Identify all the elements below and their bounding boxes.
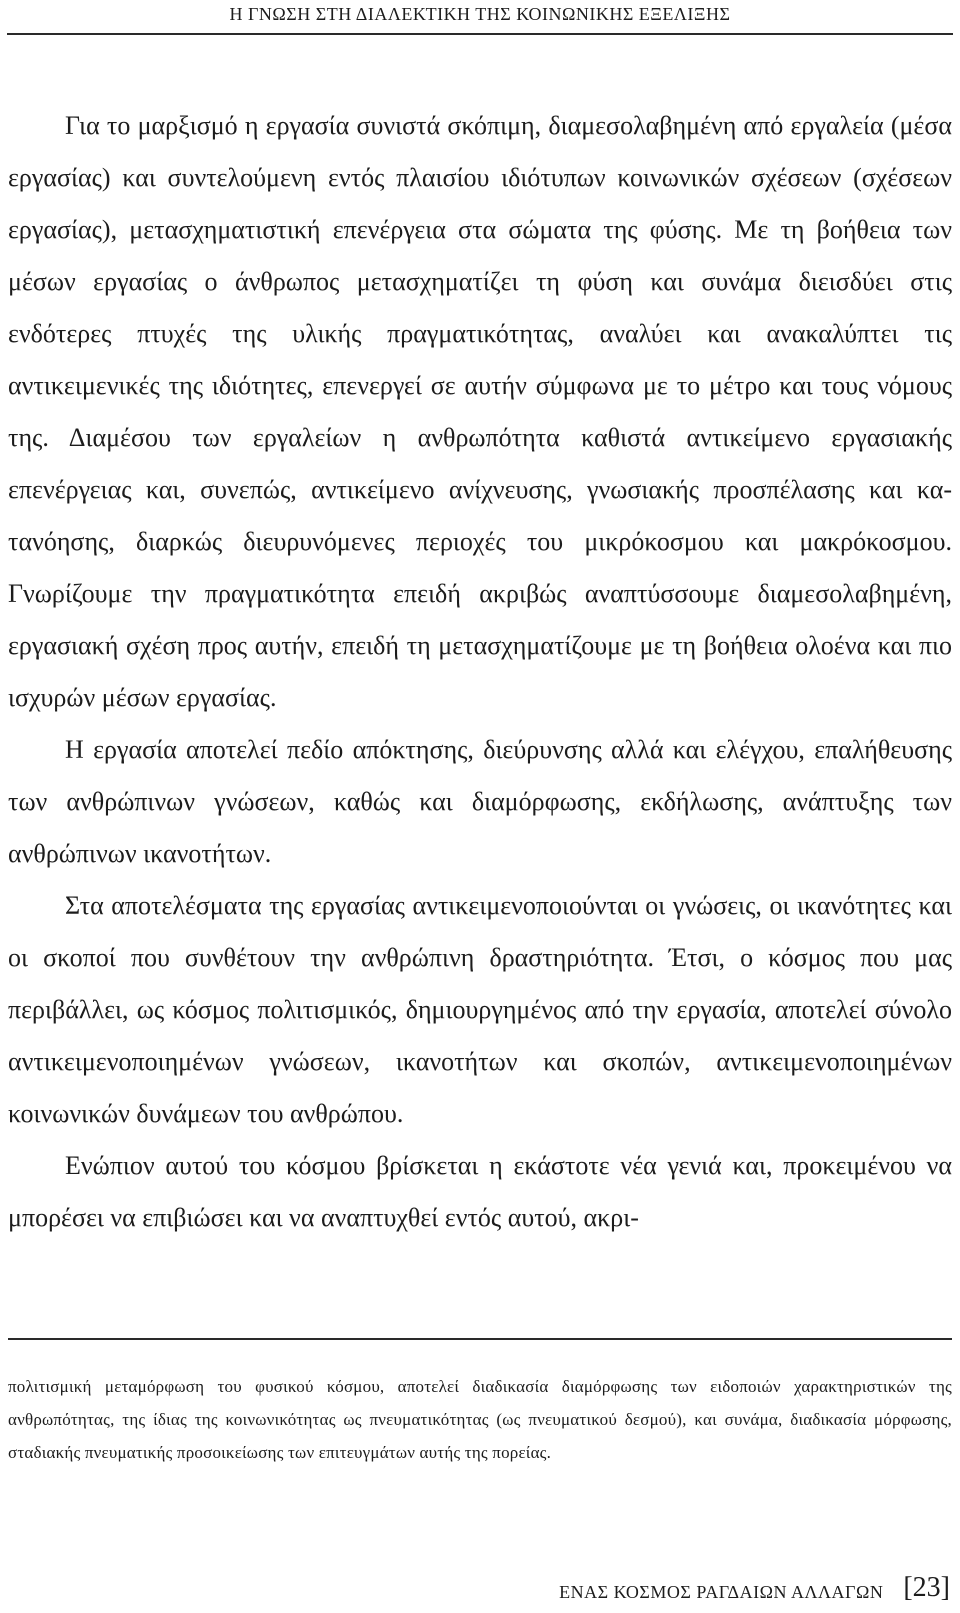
paragraph-1: Για το μαρξισμό η εργασία συνιστά σκόπιμη, διαμεσολαβημένη από εργαλεία (μέσα εργασίας) και συντελούμενη εντός πλαισίου ιδιότυπων κοινωνικών σχέσεων (σχέσεων εργασίας), μετασχηματιστική επενέργεια στα σώματα της φύσης. Με τη βοήθεια των μέσων εργασίας ο άνθρωπος μετασχηματίζει τη φύση και συνάμα διεισδύει στις ενδότερες πτυχές της υλικής πραγματικότητας, αναλύει και ανακαλύπτει τις αντικειμενικές της ιδιότητες, επενεργεί σε αυτήν σύμφωνα με το μέτρο και τους νόμους της. Διαμέσου των εργαλείων η ανθρωπότητα καθιστά αντικείμενο εργασιακής επενέργειας και, συνεπώς, αντικείμενο ανίχνευσης, γνωσιακής προσπέλασης και κατανόησης, διαρκώς διευρυνόμενες περιοχές του μικρόκοσμου και μακρόκοσμου. Γνωρίζουμε την πραγματικότητα επειδή ακριβώς αναπτύσσουμε διαμεσολαβημένη, εργασιακή σχέση προς αυτήν, επειδή τη μετασχηματίζουμε με τη βοήθεια ολοένα και πιο ισχυρών μέσων εργασίας.: [8, 111, 952, 712]
paragraph-2: Η εργασία αποτελεί πεδίο απόκτησης, διεύρυνσης αλλά και ελέγχου, επαλήθευσης των ανθρώπινων γνώσεων, καθώς και διαμόρφωσης, εκδήλωσης, ανάπτυξης των ανθρώπινων ικανοτήτων.: [8, 735, 952, 868]
page-number: [23]: [903, 1572, 950, 1603]
footnote-rule: [8, 1338, 952, 1340]
footnote-text: πολιτισμική μεταμόρφωση του φυσικού κόσμου, αποτελεί διαδικασία διαμόρφωσης των ειδοποιών χαρακτηριστικών της ανθρωπότητας, της ίδιας της κοινωνικότητας ως πνευματικότητας (ως πνευματικού δεσμού), και συνάμα, διαδικασία μόρφωσης, σταδιακής πνευματικής προσοικείωσης των επιτευγμάτων αυτής της πορείας.: [8, 1377, 952, 1462]
folio: [559, 1565, 950, 1605]
book-title: ΕΝΑΣ ΚΟΣΜΟΣ ΡΑΓΔΑΙΩΝ ΑΛΛΑΓΩΝ: [559, 1582, 884, 1602]
running-head: Η ΓΝΩΣΗ ΣΤΗ ΔΙΑΛΕΚΤΙΚΗ ΤΗΣ ΚΟΙΝΩΝΙΚΗΣ ΕΞΕΛΙΞΗΣ: [229, 4, 731, 24]
body-text: [8, 100, 952, 1244]
header-rule: [7, 33, 953, 35]
paragraph-3: Στα αποτελέσματα της εργασίας αντικειμενοποιούνται οι γνώσεις, οι ικανότητες και οι σκοποί που συνθέτουν την ανθρώπινη δραστηριότητα. Έτσι, ο κόσμος που μας περιβάλλει, ως κόσμος πολιτισμικός, δημιουργημένος από την εργασία, αποτελεί σύνολο αντικειμενοποιημένων γνώσεων, ικανοτήτων και σκοπών, αντικειμενοποιημένων κοινωνικών δυνάμεων του ανθρώπου.: [8, 891, 952, 1128]
paragraph-4: Ενώπιον αυτού του κόσμου βρίσκεται η εκάστοτε νέα γενιά και, προκειμένου να μπορέσει να επιβιώσει και να αναπτυχθεί εντός αυτού, ακρι-: [8, 1151, 952, 1232]
